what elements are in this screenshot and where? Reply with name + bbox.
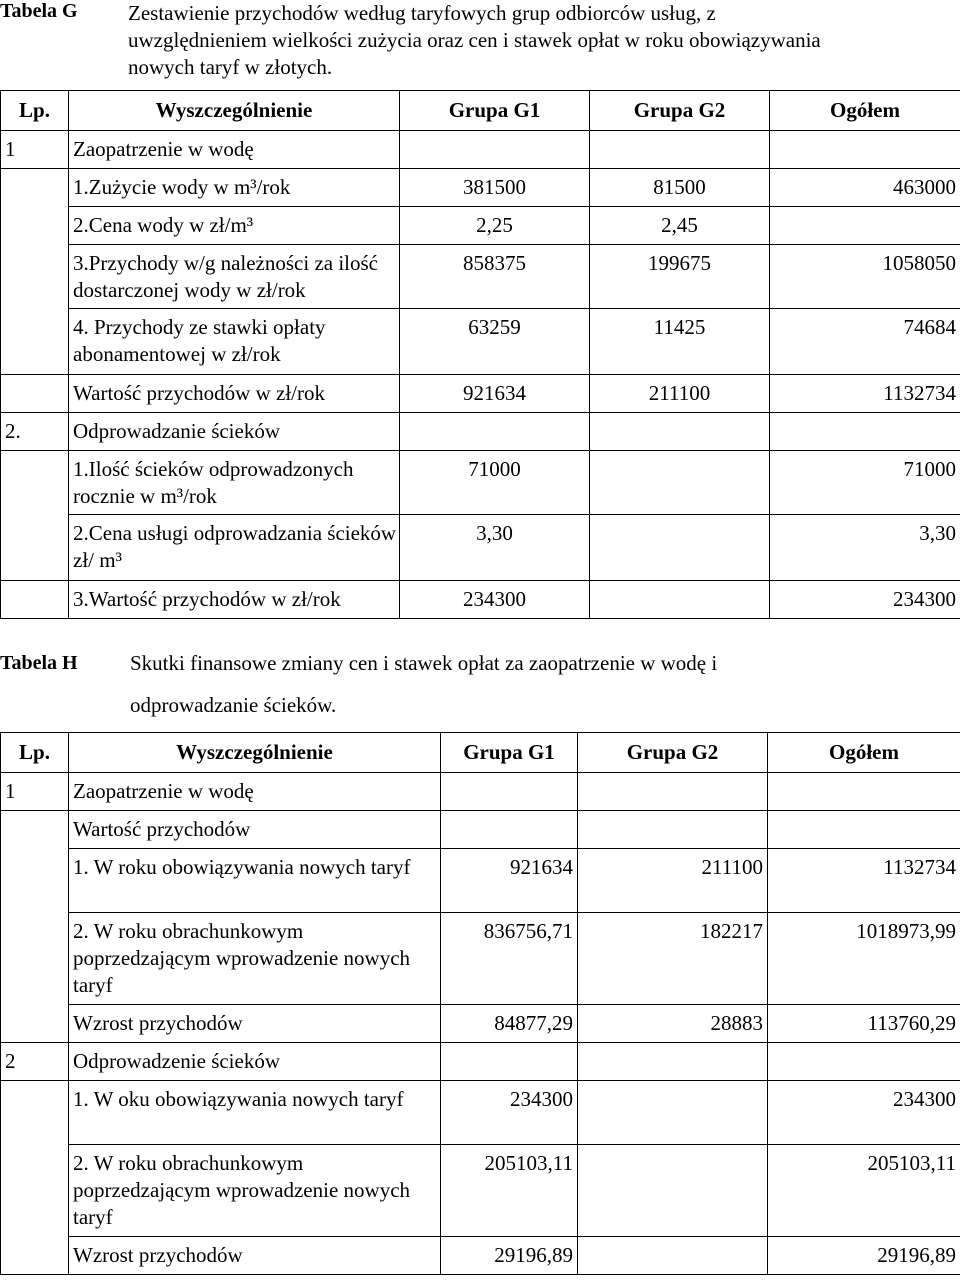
table-h-caption-line1: Skutki finansowe zmiany cen i stawek opłat za zaopatrzenie w wodę i [130,651,718,675]
cell-g1: 836756,71 [441,913,578,1005]
cell-g1: 2,25 [400,207,590,245]
cell-total: 74684 [770,309,960,375]
cell-total: 463000 [770,169,960,207]
summary-total: 29196,89 [768,1237,960,1275]
row-description: 1. W oku obowiązywania nowych taryf [69,1081,441,1145]
section-lp: 1 [1,773,69,811]
row-description: 3.Przychody w/g należności za ilość dostarczonej wody w zł/rok [69,245,400,309]
cell-g1: 858375 [400,245,590,309]
row-description: 1.Zużycie wody w m³/rok [69,169,400,207]
cell-g1: 234300 [441,1081,578,1145]
summary-description: 3.Wartość przychodów w zł/rok [69,581,400,619]
summary-total: 113760,29 [768,1005,960,1043]
summary-g2 [578,1237,768,1275]
header-lp: Lp. [1,91,69,131]
table-h-caption-line2: odprowadzanie ścieków. [130,693,337,717]
section-lp: 2. [1,413,69,451]
summary-g2: 211100 [590,375,770,413]
table-header-row [1,733,960,773]
header-total: Ogółem [770,91,960,131]
section-lp: 2 [1,1043,69,1081]
row-description: 2.Cena wody w zł/m³ [69,207,400,245]
summary-total: 234300 [770,581,960,619]
row-description: 2.Cena usługi odprowadzania ścieków zł/ m³ [69,515,400,581]
cell-total: 234300 [768,1081,960,1145]
row-description: 2. W roku obrachunkowym poprzedzającym wprowadzenie nowych taryf [69,1145,441,1237]
cell-total: 3,30 [770,515,960,581]
table-row [1,913,960,1005]
table-row [1,245,960,309]
section-row [1,131,960,169]
table-row [1,207,960,245]
summary-row [1,1005,960,1043]
subheader-label: Wartość przychodów [69,811,441,849]
table-g-label: Tabela G [0,0,78,22]
header-description: Wyszczególnienie [69,733,441,773]
cell-g2: 11425 [590,309,770,375]
cell-g2: 81500 [590,169,770,207]
section-title: Zaopatrzenie w wodę [69,773,441,811]
table-g-caption-text: Zestawienie przychodów według taryfowych grup odbiorców usług, z uwzględnieniem wielkości zużycia oraz cen i stawek opłat w roku obowiązywania nowych taryf w złotych. [128,1,821,79]
cell-total: 1018973,99 [768,913,960,1005]
section-lp: 1 [1,131,69,169]
row-description: 2. W roku obrachunkowym poprzedzającym wprowadzenie nowych taryf [69,913,441,1005]
summary-row [1,581,960,619]
header-total: Ogółem [768,733,960,773]
cell-total: 71000 [770,451,960,515]
table-h-label: Tabela H [0,652,78,674]
cell-g1: 205103,11 [441,1145,578,1237]
table-row [1,849,960,913]
section-title: Odprowadzenie ścieków [69,1043,441,1081]
cell-total: 205103,11 [768,1145,960,1237]
header-group-g2: Grupa G2 [590,91,770,131]
summary-description: Wzrost przychodów [69,1237,441,1275]
cell-g2 [590,451,770,515]
cell-g2: 199675 [590,245,770,309]
summary-row [1,375,960,413]
table-row [1,1145,960,1237]
header-group-g1: Grupa G1 [400,91,590,131]
cell-g1: 71000 [400,451,590,515]
header-lp: Lp. [1,733,69,773]
table-row [1,309,960,375]
table-header-row [1,91,960,131]
summary-total: 1132734 [770,375,960,413]
subheader-row [1,811,960,849]
summary-g2: 28883 [578,1005,768,1043]
cell-g2: 182217 [578,913,768,1005]
summary-g1: 921634 [400,375,590,413]
table-row [1,451,960,515]
cell-g1: 63259 [400,309,590,375]
section-row [1,1043,960,1081]
cell-g2 [590,515,770,581]
cell-g1: 381500 [400,169,590,207]
summary-description: Wartość przychodów w zł/rok [69,375,400,413]
row-description: 4. Przychody ze stawki opłaty abonamentowej w zł/rok [69,309,400,375]
summary-row [1,1237,960,1275]
table-row [1,515,960,581]
table-h-caption [0,650,960,730]
section-title: Odprowadzanie ścieków [69,413,400,451]
summary-g2 [590,581,770,619]
cell-total: 1058050 [770,245,960,309]
section-row [1,413,960,451]
cell-g2 [578,1145,768,1237]
table-h [0,732,960,1275]
table-row [1,169,960,207]
table-g [0,90,960,619]
section-title: Zaopatrzenie w wodę [69,131,400,169]
cell-g2 [578,1081,768,1145]
summary-g1: 84877,29 [441,1005,578,1043]
table-g-caption [0,0,960,90]
row-description: 1.Ilość ścieków odprowadzonych rocznie w m³/rok [69,451,400,515]
header-group-g2: Grupa G2 [578,733,768,773]
section-row [1,773,960,811]
cell-total [770,207,960,245]
cell-total: 1132734 [768,849,960,913]
cell-g1: 921634 [441,849,578,913]
header-description: Wyszczególnienie [69,91,400,131]
summary-g1: 29196,89 [441,1237,578,1275]
header-group-g1: Grupa G1 [441,733,578,773]
summary-g1: 234300 [400,581,590,619]
cell-g2: 211100 [578,849,768,913]
summary-description: Wzrost przychodów [69,1005,441,1043]
row-description: 1. W roku obowiązywania nowych taryf [69,849,441,913]
table-row [1,1081,960,1145]
cell-g2: 2,45 [590,207,770,245]
cell-g1: 3,30 [400,515,590,581]
